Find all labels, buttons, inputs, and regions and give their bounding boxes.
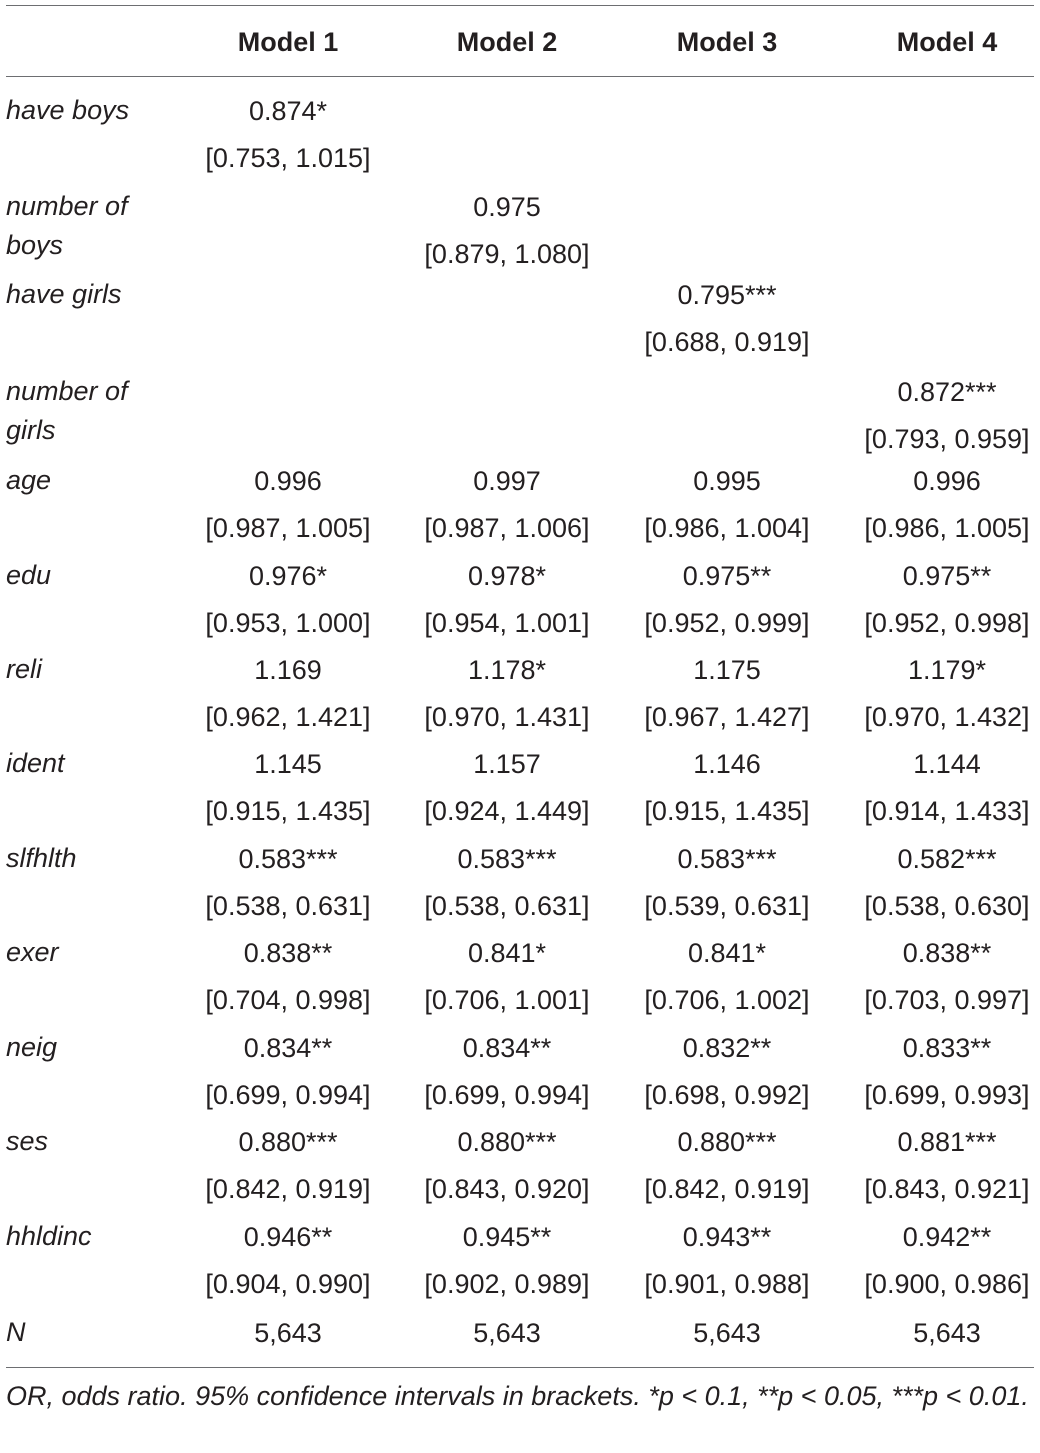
row-label: ident — [6, 748, 65, 778]
n-value-model-4: 5,643 — [913, 1318, 981, 1348]
table-cell — [178, 553, 398, 647]
odds-ratio-value: 1.169 — [254, 655, 322, 685]
table-cell — [837, 369, 1040, 463]
confidence-interval-value: [0.539, 0.631] — [644, 891, 810, 921]
confidence-interval-value: [0.538, 0.631] — [424, 891, 590, 921]
table-cell — [178, 647, 398, 741]
confidence-interval-value: [0.699, 0.993] — [864, 1080, 1030, 1110]
table-cell — [617, 836, 837, 930]
confidence-interval-value: [0.704, 0.998] — [205, 985, 371, 1015]
row-label: reli — [6, 654, 43, 684]
table-cell — [397, 1214, 617, 1308]
table-cell — [837, 1119, 1040, 1213]
odds-ratio-value: 1.145 — [254, 749, 322, 779]
confidence-interval-value: [0.842, 0.919] — [205, 1174, 371, 1204]
table-cell — [178, 741, 398, 835]
odds-ratio-value: 0.832** — [682, 1033, 772, 1063]
confidence-interval-value: [0.987, 1.006] — [424, 513, 590, 543]
table-footnote: OR, odds ratio. 95% confidence intervals in brackets. *p < 0.1, **p < 0.05, ***p < 0.01. — [6, 1381, 1029, 1411]
row-label: number of boys — [6, 191, 128, 260]
table-cell — [397, 836, 617, 930]
odds-ratio-value: 0.872*** — [897, 377, 997, 407]
confidence-interval-value: [0.915, 1.435] — [205, 796, 371, 826]
row-label: exer — [6, 937, 59, 967]
row-label-n: N — [6, 1317, 26, 1347]
odds-ratio-value: 0.880*** — [677, 1127, 777, 1157]
confidence-interval-value: [0.904, 0.990] — [205, 1269, 371, 1299]
odds-ratio-value: 0.943** — [682, 1222, 772, 1252]
confidence-interval-value: [0.986, 1.005] — [864, 513, 1030, 543]
table-cell — [397, 458, 617, 552]
table-cell — [617, 1025, 837, 1119]
table-cell — [617, 741, 837, 835]
odds-ratio-value: 0.841* — [467, 938, 547, 968]
confidence-interval-value: [0.915, 1.435] — [644, 796, 810, 826]
odds-ratio-value: 1.178* — [467, 655, 547, 685]
table-cell — [837, 1214, 1040, 1308]
odds-ratio-value: 0.881*** — [897, 1127, 997, 1157]
table-cell — [178, 1214, 398, 1308]
table-cell — [837, 553, 1040, 647]
confidence-interval-value: [0.967, 1.427] — [644, 702, 810, 732]
odds-ratio-value: 0.834** — [243, 1033, 333, 1063]
row-label: edu — [6, 560, 52, 590]
confidence-interval-value: [0.843, 0.920] — [424, 1174, 590, 1204]
odds-ratio-value: 0.975** — [682, 561, 772, 591]
table-cell — [617, 1119, 837, 1213]
confidence-interval-value: [0.924, 1.449] — [424, 796, 590, 826]
n-value-model-2: 5,643 — [473, 1318, 541, 1348]
table-cell — [617, 1214, 837, 1308]
row-label: age — [6, 465, 52, 495]
odds-ratio-value: 0.880*** — [238, 1127, 338, 1157]
odds-ratio-value: 0.795*** — [677, 280, 777, 310]
confidence-interval-value: [0.538, 0.631] — [205, 891, 371, 921]
confidence-interval-value: [0.843, 0.921] — [864, 1174, 1030, 1204]
odds-ratio-value: 0.942** — [902, 1222, 992, 1252]
table-cell — [617, 272, 837, 366]
confidence-interval-value: [0.538, 0.630] — [864, 891, 1030, 921]
table-cell — [178, 458, 398, 552]
odds-ratio-value: 1.175 — [693, 655, 761, 685]
row-label: neig — [6, 1032, 58, 1062]
confidence-interval-value: [0.842, 0.919] — [644, 1174, 810, 1204]
table-cell — [397, 184, 617, 278]
table-cell — [178, 930, 398, 1024]
confidence-interval-value: [0.901, 0.988] — [644, 1269, 810, 1299]
odds-ratio-value: 0.945** — [462, 1222, 552, 1252]
odds-ratio-value: 0.833** — [902, 1033, 992, 1063]
header-model-1: Model 1 — [237, 27, 339, 57]
confidence-interval-value: [0.954, 1.001] — [424, 608, 590, 638]
odds-ratio-value: 1.146 — [693, 749, 761, 779]
odds-ratio-value: 0.838** — [902, 938, 992, 968]
confidence-interval-value: [0.688, 0.919] — [644, 327, 810, 357]
row-label: have boys — [6, 95, 130, 125]
confidence-interval-value: [0.753, 1.015] — [205, 143, 371, 173]
table-cell — [837, 930, 1040, 1024]
odds-ratio-value: 0.874* — [248, 96, 328, 126]
confidence-interval-value: [0.879, 1.080] — [424, 239, 590, 269]
odds-ratio-value: 0.976* — [248, 561, 328, 591]
confidence-interval-value: [0.900, 0.986] — [864, 1269, 1030, 1299]
table-cell — [397, 553, 617, 647]
confidence-interval-value: [0.986, 1.004] — [644, 513, 810, 543]
table-cell — [397, 741, 617, 835]
table-cell — [178, 1119, 398, 1213]
odds-ratio-value: 0.583*** — [677, 844, 777, 874]
confidence-interval-value: [0.962, 1.421] — [205, 702, 371, 732]
row-label: ses — [6, 1126, 49, 1156]
table-top-rule — [6, 5, 1034, 6]
table-cell — [178, 88, 398, 182]
odds-ratio-value: 0.583*** — [457, 844, 557, 874]
confidence-interval-value: [0.699, 0.994] — [424, 1080, 590, 1110]
header-model-3: Model 3 — [676, 27, 778, 57]
odds-ratio-value: 0.880*** — [457, 1127, 557, 1157]
header-model-2: Model 2 — [456, 27, 558, 57]
confidence-interval-value: [0.793, 0.959] — [864, 424, 1030, 454]
n-value-model-1: 5,643 — [254, 1318, 322, 1348]
table-cell — [837, 836, 1040, 930]
table-bottom-rule — [6, 1367, 1034, 1368]
odds-ratio-value: 0.583*** — [238, 844, 338, 874]
table-cell — [617, 458, 837, 552]
odds-ratio-value: 0.582*** — [897, 844, 997, 874]
row-label: have girls — [6, 279, 122, 309]
odds-ratio-value: 0.995 — [693, 466, 761, 496]
confidence-interval-value: [0.699, 0.994] — [205, 1080, 371, 1110]
table-cell — [397, 930, 617, 1024]
odds-ratio-value: 0.997 — [473, 466, 541, 496]
table-cell — [837, 647, 1040, 741]
confidence-interval-value: [0.970, 1.431] — [424, 702, 590, 732]
table-cell — [178, 1025, 398, 1119]
table-cell — [178, 836, 398, 930]
odds-ratio-value: 0.834** — [462, 1033, 552, 1063]
table-cell — [617, 553, 837, 647]
odds-ratio-value: 0.975** — [902, 561, 992, 591]
odds-ratio-value: 0.946** — [243, 1222, 333, 1252]
table-cell — [617, 930, 837, 1024]
confidence-interval-value: [0.706, 1.002] — [644, 985, 810, 1015]
row-label: slfhlth — [6, 843, 77, 873]
odds-ratio-value: 0.838** — [243, 938, 333, 968]
table-cell — [397, 1025, 617, 1119]
table-cell — [837, 741, 1040, 835]
confidence-interval-value: [0.698, 0.992] — [644, 1080, 810, 1110]
confidence-interval-value: [0.953, 1.000] — [205, 608, 371, 638]
table-cell — [617, 647, 837, 741]
table-cell — [397, 647, 617, 741]
odds-ratio-value: 0.841* — [687, 938, 767, 968]
odds-ratio-value: 1.179* — [907, 655, 987, 685]
odds-ratio-value: 0.975 — [473, 192, 541, 222]
table-cell — [397, 1119, 617, 1213]
confidence-interval-value: [0.902, 0.989] — [424, 1269, 590, 1299]
confidence-interval-value: [0.706, 1.001] — [424, 985, 590, 1015]
confidence-interval-value: [0.987, 1.005] — [205, 513, 371, 543]
table-cell — [837, 458, 1040, 552]
row-label: number of girls — [6, 376, 128, 445]
odds-ratio-value: 1.157 — [473, 749, 541, 779]
confidence-interval-value: [0.952, 0.999] — [644, 608, 810, 638]
confidence-interval-value: [0.703, 0.997] — [864, 985, 1030, 1015]
odds-ratio-value: 0.996 — [913, 466, 981, 496]
header-rule — [6, 76, 1034, 77]
confidence-interval-value: [0.914, 1.433] — [864, 796, 1030, 826]
odds-ratio-value: 0.996 — [254, 466, 322, 496]
n-value-model-3: 5,643 — [693, 1318, 761, 1348]
odds-ratio-value: 1.144 — [913, 749, 981, 779]
odds-ratio-value: 0.978* — [467, 561, 547, 591]
confidence-interval-value: [0.970, 1.432] — [864, 702, 1030, 732]
header-model-4: Model 4 — [896, 27, 998, 57]
row-label: hhldinc — [6, 1221, 92, 1251]
confidence-interval-value: [0.952, 0.998] — [864, 608, 1030, 638]
table-cell — [837, 1025, 1040, 1119]
